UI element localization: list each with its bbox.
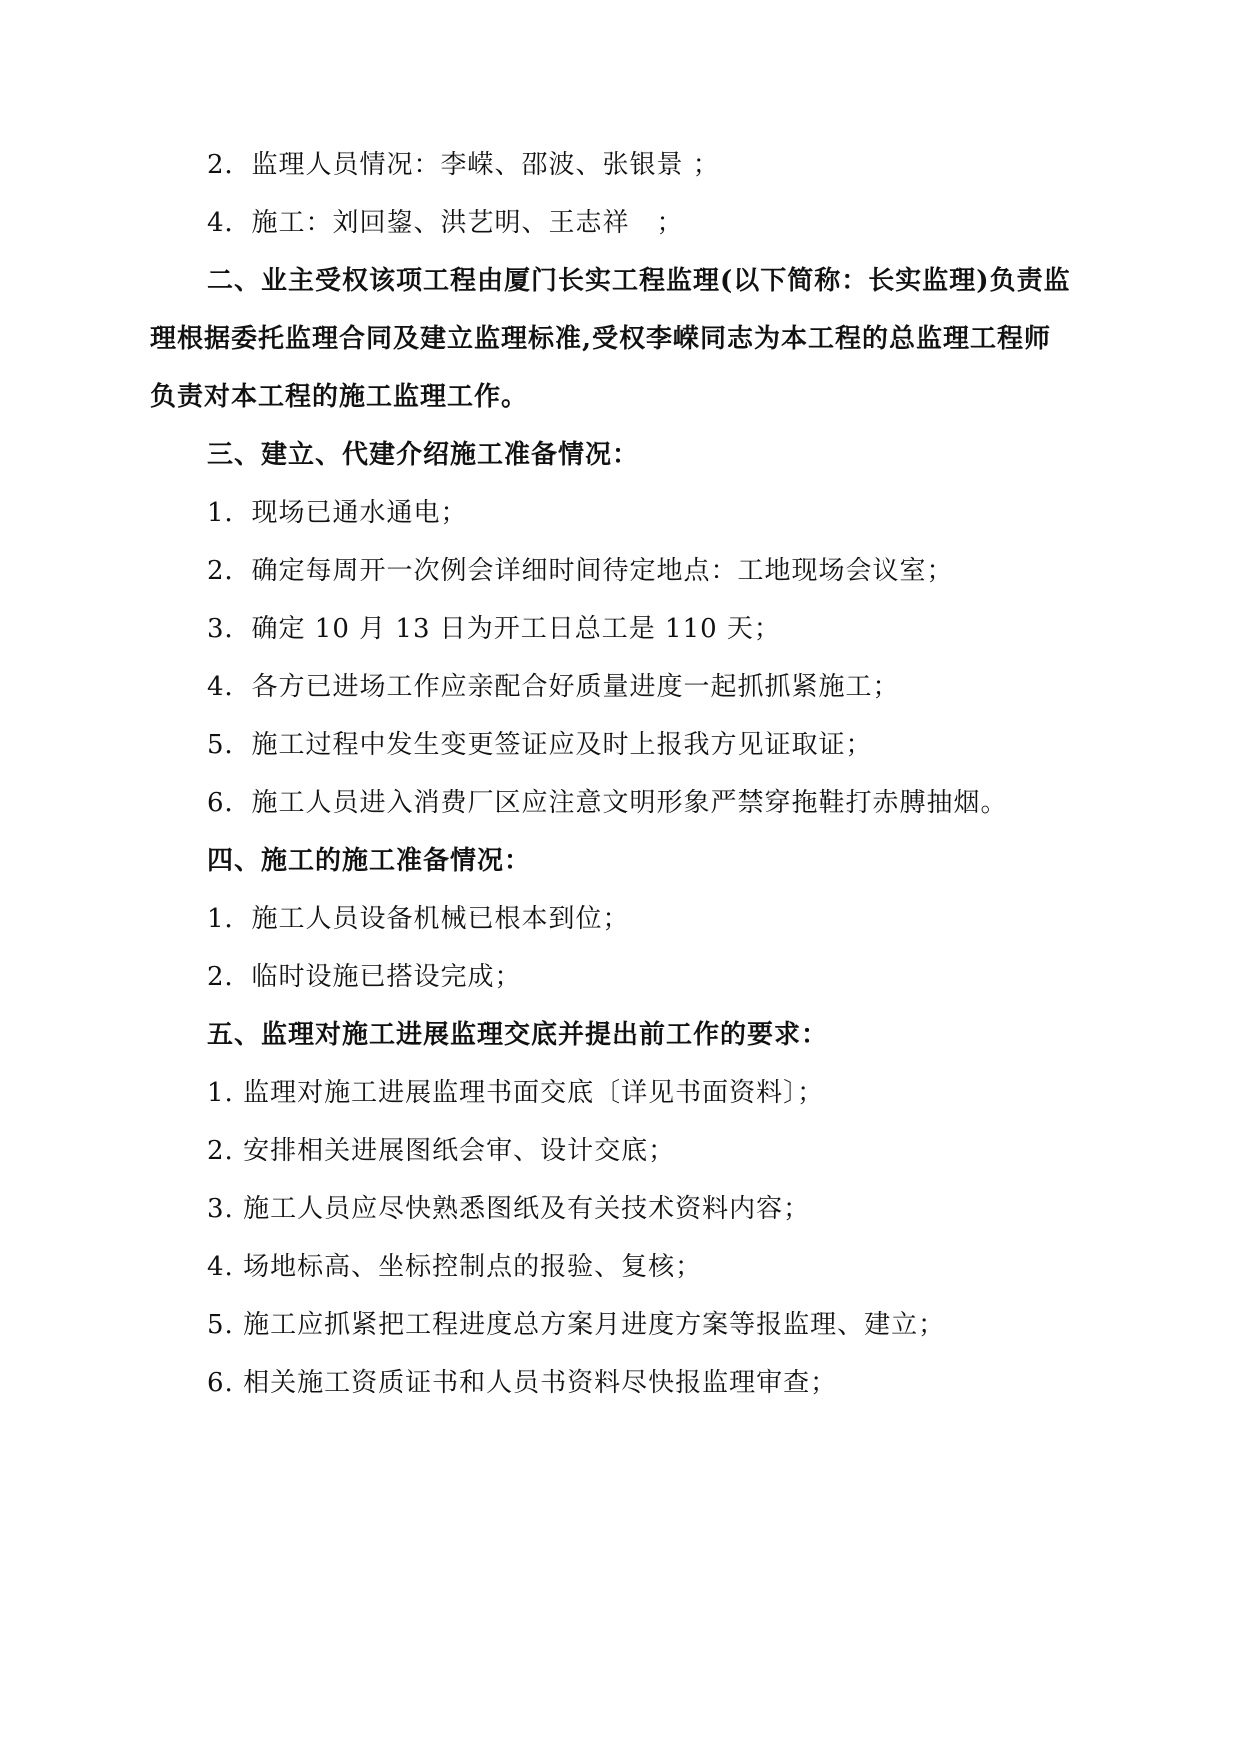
section-two-heading-line-2: 理根据委托监理合同及建立监理标准,受权李嵘同志为本工程的总监理工程师	[150, 324, 1052, 354]
staff-line-construction: 4．施工：刘回鋆、洪艺明、王志祥 ；	[207, 208, 684, 238]
section-three-item-5: 5．施工过程中发生变更签证应及时上报我方见证取证；	[207, 730, 873, 760]
section-three-item-3: 3．确定 10 月 13 日为开工日总工是 110 天；	[207, 614, 781, 644]
section-three-item-6: 6．施工人员进入消费厂区应注意文明形象严禁穿拖鞋打赤膊抽烟。	[207, 788, 1008, 818]
section-four-item-2: 2．临时设施已搭设完成；	[207, 962, 522, 992]
section-five-heading: 五、监理对施工进展监理交底并提出前工作的要求：	[207, 1020, 829, 1050]
section-three-heading: 三、建立、代建介绍施工准备情况：	[207, 440, 640, 470]
section-three-item-4: 4．各方已进场工作应亲配合好质量进度一起抓抓紧施工；	[207, 672, 900, 702]
section-four-heading: 四、施工的施工准备情况：	[207, 846, 532, 876]
section-five-item-6: 6. 相关施工资质证书和人员书资料尽快报监理审查；	[207, 1368, 838, 1398]
section-three-item-2: 2．确定每周开一次例会详细时间待定地点：工地现场会议室；	[207, 556, 954, 586]
section-five-item-4: 4. 场地标高、坐标控制点的报验、复核；	[207, 1252, 703, 1282]
section-five-item-1: 1. 监理对施工进展监理书面交底〔详见书面资料〕；	[207, 1078, 825, 1108]
section-five-item-2: 2. 安排相关进展图纸会审、设计交底；	[207, 1136, 676, 1166]
section-two-heading-line-3: 负责对本工程的施工监理工作。	[150, 382, 529, 412]
section-two-heading-line-1: 二、业主受权该项工程由厦门长实工程监理(以下简称：长实监理)负责监	[207, 266, 1071, 296]
staff-line-supervision: 2．监理人员情况：李嵘、邵波、张银景 ；	[207, 150, 720, 180]
section-four-item-1: 1．施工人员设备机械已根本到位；	[207, 904, 630, 934]
section-three-item-1: 1．现场已通水通电；	[207, 498, 468, 528]
section-five-item-3: 3. 施工人员应尽快熟悉图纸及有关技术资料内容；	[207, 1194, 811, 1224]
section-five-item-5: 5. 施工应抓紧把工程进度总方案月进度方案等报监理、建立；	[207, 1310, 946, 1340]
